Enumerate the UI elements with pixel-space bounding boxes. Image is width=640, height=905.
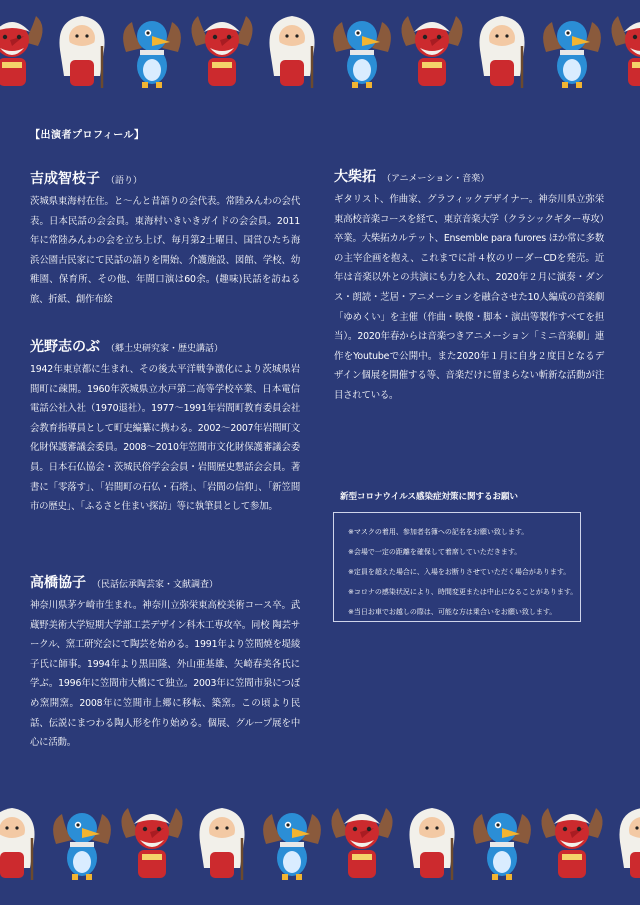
character-figure	[541, 808, 602, 878]
character-figure	[53, 813, 111, 880]
character-figure	[263, 813, 321, 880]
profile-name: 高橋協子	[30, 575, 86, 591]
notice-item: ※当日お車でお越しの際は、可能な方は乗合いをお願い致します。	[348, 608, 557, 616]
notice-item: ※会場で一定の距離を確保して着席していただきます。	[348, 548, 522, 556]
character-figure	[269, 16, 314, 88]
profile-heading	[30, 336, 300, 356]
profile-name: 大柴拓	[334, 169, 376, 185]
character-figure	[199, 808, 244, 880]
character-figure	[619, 808, 640, 880]
character-figure	[121, 808, 182, 878]
character-figure	[473, 813, 531, 880]
character-figure	[59, 16, 104, 88]
character-figure	[331, 808, 392, 878]
profile-role: （アニメーション・音楽）	[382, 174, 490, 184]
character-figure	[333, 21, 391, 88]
profile-bio: 神奈川県茅ケ崎市生まれ。神奈川立弥栄東高校美術コース卒。武蔵野美術大学短期大学部工芸デザイン科木工専攻卒。同校 陶芸サークル、窯工研究会にて陶芸を始める。1991年より笠間焼を堤綾子氏に師事。1994年より黒田隆、外山亜基雄、矢崎春美各氏に学ぶ。1996年に笠間市大橋にて独立。2003年に笠間市泉につぼめ窯開窯。2008年に笠間市上郷に移転、築窯。この頃より民話、伝説にまつわる陶人形を作り始める。個展、グループ展を中心に活動。	[30, 600, 300, 749]
character-figure	[191, 16, 252, 86]
character-figure	[543, 21, 601, 88]
profile-bio: ギタリスト、作曲家、グラフィックデザイナー。神奈川県立弥栄東高校音楽コースを経て、東京音楽大学（クラシックギター専攻）卒業。大柴拓カルテット、Ensemble para furores ほか常に多数の主宰企画を抱え、これまでに計４枚のリーダーCDを発売。近年は音楽以外との共演にも力を入れ、2020年２月に演奏・ダンス・朗読・芝居・アニメーションを融合させた10人編成の音楽劇「ゆめくい」を主催（作曲・映像・脚本・演出等製作すべてを担当）。2020年春からは音楽つきアニメーション「ミニ音楽劇」連作をYoutubeで公開中。また2020年１月に自身２度目となるデザイン個展を開催する等、音楽だけに留まらない斬新な活動が注目されている。	[334, 194, 604, 401]
character-figure	[0, 16, 43, 86]
notice-box	[333, 512, 581, 622]
profile-role: （民話伝承陶芸家・文献調査）	[92, 580, 219, 590]
profile-yoshinari	[30, 168, 300, 310]
profile-role: （郷土史研究家・歴史講話）	[106, 344, 224, 354]
profile-oshiba	[334, 166, 604, 406]
character-border-top	[0, 0, 640, 92]
profile-role: （語り）	[106, 176, 143, 186]
profile-heading	[30, 168, 300, 188]
notice-title: 新型コロナウイルス感染症対策に関するお願い	[340, 492, 518, 502]
character-figure	[409, 808, 454, 880]
character-figure	[479, 16, 524, 88]
section-label: 【出演者プロフィール】	[30, 130, 145, 141]
profile-name: 光野志のぶ	[30, 339, 100, 355]
character-figure	[401, 16, 462, 86]
profile-name: 吉成智枝子	[30, 171, 100, 187]
notice-item: ※定員を超えた場合に、入場をお断りさせていただく場合があります。	[348, 568, 571, 576]
character-border-bottom	[0, 792, 640, 884]
profile-heading	[334, 166, 604, 186]
character-figure	[0, 808, 35, 880]
character-figure	[123, 21, 181, 88]
profile-mitsuno	[30, 336, 300, 517]
profile-bio: 1942年東京都に生まれ、その後太平洋戦争激化により茨城県岩間町に疎開。1960年茨城県立水戸第二高等学校卒業、日本電信電話公社入社（1970退社）。1977〜1991年岩間町教育委員会社会教育指導員として町史編纂に携わる。2002〜2007年岩間町文化財保護審議会委員。2008〜2010年笠間市文化財保護審議会委員。日本石仏協会・茨城民俗学会会員・岩間歴史懇話会会員。著書に「零落す」、「岩間町の石仏・石塔」、「岩間の信仰」、「新笠間市の歴史」、「ふるさと住まい探訪」等に執筆員として参加。	[30, 364, 300, 513]
profile-heading	[30, 572, 300, 592]
notice-item: ※マスクの着用、参加者名簿への記名をお願い致します。	[348, 528, 529, 536]
notice-item: ※コロナの感染状況により、時間変更または中止になることがあります。	[348, 588, 578, 596]
character-figure	[611, 16, 640, 86]
profile-bio: 茨城県東海村在住。と〜んと昔語りの会代表。常陸みんわの会代表。日本民話の会会員。東海村いきいきガイドの会会員。2011年に常陸みんわの会を立ち上げ、毎月第2土曜日、国営ひたち海浜公園古民家にて民話の語りを開始、介護施設、図館、学校、幼稚園、保育所、その他、年間口演は60余。(趣味)民話を訪ねる旅、折紙、創作布絵	[30, 196, 300, 305]
profile-takahashi	[30, 572, 300, 753]
